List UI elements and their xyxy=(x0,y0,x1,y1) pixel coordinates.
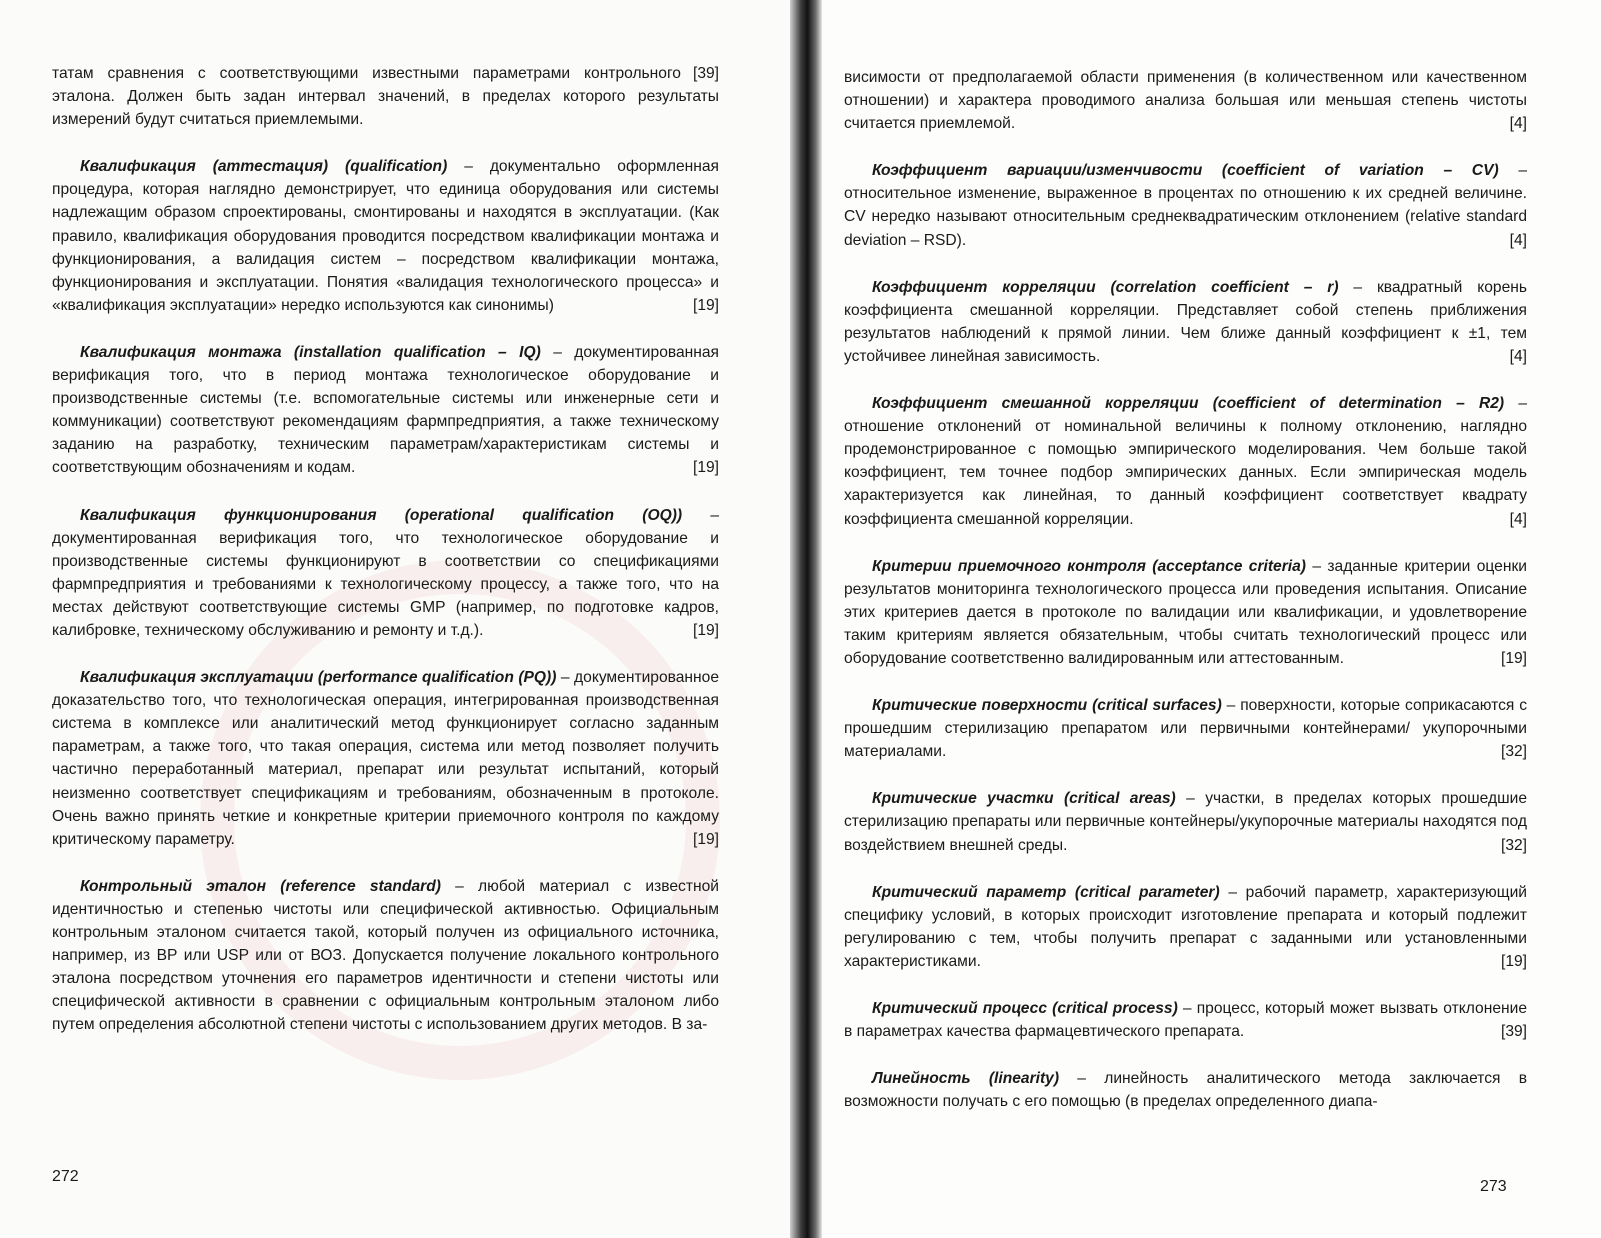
glossary-entry xyxy=(844,997,1527,1043)
glossary-entry xyxy=(844,392,1527,531)
definition: – документированное доказательство того, что технологическая операция, интегрированная производственная система в комплексе или аналитический метод функционирует согласно заданным параметрам, а также того, что такая операция, система или метод позволяет получить частично переработанный материал, препарат или результат испытаний, который неизменно соответствует спецификациям и требованиям, обозначенным в протоколе. Очень важно принять четкие и конкретные критерии приемочного контроля по каждому критическому параметру. xyxy=(52,669,719,848)
glossary-entry xyxy=(844,555,1527,670)
reference: [4] xyxy=(1509,347,1527,365)
reference: [19] xyxy=(692,296,719,314)
left-text-column xyxy=(52,62,719,1060)
reference: [4] xyxy=(1509,510,1527,528)
reference: [19] xyxy=(1500,649,1527,667)
definition: – документированная верификация того, что в период монтажа технологическое оборудование и производственные системы (т.е. вспомогательные системы или инженерные сети и коммуникации) соответствуют рекомендациям фармпредприятия, а также техническому заданию на разработку, техническим параметрам/характеристикам системы и соответствующим обозначениям и кодам. xyxy=(52,343,719,477)
reference: [39] xyxy=(1500,1023,1527,1041)
glossary-entry xyxy=(844,881,1527,973)
term: Критические поверхности (critical surfaces) xyxy=(872,697,1222,715)
reference: [4] xyxy=(1509,115,1527,133)
glossary-entry xyxy=(844,159,1527,251)
term: Квалификация (аттестация) (qualification) xyxy=(80,158,448,176)
definition: висимости от предполагаемой области применения (в количественном или качественном отношении) и характера проводимого анализа большая или меньшая степень чистоты считается приемлемой. xyxy=(844,69,1527,133)
definition: – отношение отклонений от номинальной величины к полному отклонению, наглядно продемонстрированное с помощью эмпирического моделирования. Чем больше такой коэффициент, тем точнее подбор эмпирических данных. Если эмпирическая модель характеризуется как линейная, то данный коэффициент соответствует квадрату коэффициента смешанной корреляции. xyxy=(844,395,1527,528)
definition: – поверхности, которые соприкасаются с прошедшим стерилизацию препаратом или первичными контейнерами/ укупорочными материалами. xyxy=(844,697,1527,761)
glossary-entry xyxy=(52,504,719,643)
glossary-entry xyxy=(844,276,1527,368)
term: Квалификация эксплуатации (performance qualification (PQ)) xyxy=(80,669,557,687)
right-text-column xyxy=(844,66,1527,1137)
page-number: 273 xyxy=(1480,1178,1507,1195)
reference: [19] xyxy=(1500,952,1527,970)
term: Критические участки (critical areas) xyxy=(872,790,1176,808)
reference: [32] xyxy=(1500,836,1527,854)
glossary-entry xyxy=(844,66,1527,135)
definition: – документально оформленная процедура, которая наглядно демонстрирует, что единица оборудования или системы надлежащим образом спроектированы, смонтированы и находятся в эксплуатации. (Как правило, квалификация оборудования проводится посредством квалификации монтажа и функционирования, а валидация систем – посредством квалификации монтажа, функционирования и эксплуатации. Понятия «валидация технологического процесса» и «квалификация эксплуатации» нередко используются как синонимы) xyxy=(52,158,719,314)
glossary-entry xyxy=(52,62,719,131)
reference: [19] xyxy=(692,830,719,848)
definition: – процесс, который может вызвать отклонение в параметрах качества фармацевтического препарата. xyxy=(844,1000,1528,1041)
definition: татам сравнения с соответствующими известными параметрами контрольного эталона. Должен быть задан интервал значений, в пределах которого результаты измерений будут считаться приемлемыми. xyxy=(52,65,719,129)
glossary-entry xyxy=(52,875,719,1037)
reference: [39] xyxy=(692,65,719,82)
reference: [19] xyxy=(692,621,719,639)
left-page xyxy=(0,0,790,1238)
glossary-entry xyxy=(844,694,1527,763)
definition: – любой материал с известной идентичностью и степенью чистоты или специфической активностью. Официальным контрольным эталоном считается такой, который получен из официального источника, например, из BP или USP или от ВОЗ. Допускается получение локального контрольного эталона посредством уточнения его параметров идентичности и степени чистоты или специфической активности в сравнении с официальным контрольным эталоном либо путем определения абсолютной степени чистоты с использованием других методов. В за- xyxy=(52,877,719,1034)
term: Критерии приемочного контроля (acceptance criteria) xyxy=(872,557,1306,575)
reference: [19] xyxy=(692,459,719,477)
term: Линейность (linearity) xyxy=(872,1070,1060,1088)
reference: [4] xyxy=(1509,231,1527,249)
term: Коэффициент корреляции (correlation coefficient – r) xyxy=(872,278,1339,296)
definition: – участки, в пределах которых прошедшие стерилизацию препараты или первичные контейнеры/укупорочные материалы находятся под воздействием внешней среды. xyxy=(844,790,1528,854)
glossary-entry xyxy=(52,155,719,317)
definition: – заданные критерии оценки результатов мониторинга технологического процесса или проведения испытания. Описание этих критериев дается в протоколе по валидации или квалификации, и удовлетворение таким критериям является обязательным, чтобы считать технологический процесс или оборудование соответственно валидированным или аттестованным. xyxy=(844,557,1527,667)
definition: – рабочий параметр, характеризующий специфику условий, в которых происходит изготовление препарата и который подлежит регулированию с тем, чтобы получить препарат с заданными или установленными характеристиками. xyxy=(844,883,1528,970)
book-gutter xyxy=(790,0,822,1238)
term: Контрольный эталон (reference standard) xyxy=(80,877,441,895)
glossary-entry xyxy=(52,341,719,480)
page-number: 272 xyxy=(52,1168,79,1185)
reference: [32] xyxy=(1500,743,1527,761)
glossary-entry xyxy=(844,1067,1527,1113)
definition: – квадратный корень коэффициента смешанной корреляции. Представляет собой степень приближения результатов наблюдений к прямой линии. Чем ближе данный коэффициент к ±1, тем устойчивее линейная зависимость. xyxy=(844,278,1527,365)
definition: – линейность аналитического метода заключается в возможности получать с его помощью (в пределах определенного диапа- xyxy=(844,1070,1527,1111)
term: Коэффициент смешанной корреляции (coefficient of determination – R2) xyxy=(872,395,1505,413)
glossary-entry xyxy=(844,787,1527,856)
term: Квалификация монтажа (installation qualification – IQ) xyxy=(80,343,541,361)
glossary-entry xyxy=(52,666,719,851)
definition: – относительное изменение, выраженное в процентах по отношению к их средней величине. CV нередко называют относительным среднеквадратическим отклонением (relative standard deviation – RSD). xyxy=(844,162,1528,249)
term: Критический параметр (critical parameter) xyxy=(872,883,1220,901)
right-page xyxy=(822,0,1601,1238)
term: Критический процесс (critical process) xyxy=(872,1000,1178,1017)
term: Коэффициент вариации/изменчивости (coefficient of variation – CV) xyxy=(872,162,1499,180)
definition: – документированная верификация того, что технологическое оборудование и производственные системы функционируют в соответствии со спецификациями фармпредприятия и требованиями к технологическому процессу, а также того, что на местах действуют соответствующие системы GMP (например, по подготовке кадров, калибровке, техническому обслуживанию и ремонту и т.д.). xyxy=(52,506,719,639)
term: Квалификация функционирования (operational qualification (OQ)) xyxy=(80,506,683,524)
